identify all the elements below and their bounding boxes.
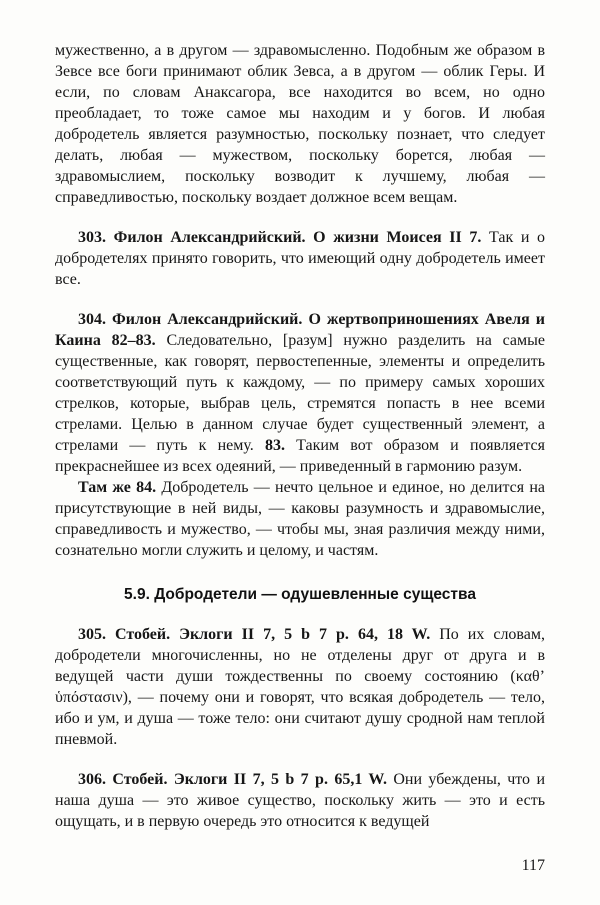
fragment-304b (55, 477, 545, 561)
fragment-306-text: Они убеждены, что и наша душа — это живое существо, поскольку жить — это и есть ощущать, и в первую очередь это относится к ведущей (55, 771, 546, 830)
section-heading: 5.9. Добродетели — одушевленные существа (124, 586, 476, 603)
fragment-304 (55, 309, 545, 477)
fragment-305-source: 305. Стобей. Эклоги II 7, 5 b 7 p. 64, 18 W. (78, 626, 431, 643)
fragment-306 (55, 769, 545, 832)
text-area (55, 40, 545, 832)
fragment-303-source: 303. Филон Александрийский. О жизни Моисея II 7. (78, 229, 482, 246)
fragment-304-text-2: Таким вот образом и появляется прекраснейшее из всех одеяний, — приведенный в гармонию разум. (55, 437, 545, 475)
page-number: 117 (521, 857, 545, 874)
fragment-303 (55, 227, 545, 290)
fragment-304-text-1: Следовательно, [разум] нужно разделить на самые существенные, как говорят, первостепенные, элементы и определить соответствующий путь к каждому, — по примеру самых хороших стрелков, которые, выбрав цель, стремятся попасть в нее всеми стрелами. Целью в данном случае будет существенный элемент, а стрелами — путь к нему. (55, 332, 546, 454)
fragment-304b-source: Там же 84. (78, 479, 157, 496)
fragment-304b-text: Добродетель — нечто цельное и единое, но делится на присутствующие в ней виды, — каковы разумность и здравомыслие, справедливость и мужество, — чтобы мы, зная различия между ними, сознательно могли служить и целому, и частям. (55, 479, 545, 559)
fragment-304-source: 304. Филон Александрийский. О жертвоприношениях Авеля и Каина 82–83. (55, 311, 545, 349)
fragment-305 (55, 624, 545, 750)
fragment-304-subnumber: 83. (264, 437, 285, 454)
fragment-303-text: Так и о добродетелях принято говорить, что имеющий одну добродетель имеет все. (55, 229, 546, 288)
fragment-305-text: По их словам, добродетели многочисленны, но не отделены друг от друга и в ведущей части души тождественны по своему состоянию (καθ’ ὑπόστασιν), — почему они и говорят, что всякая добродетель — тело, ибо и ум, и душа — тоже тело: они считают душу сродной нам теплой пневмой. (55, 626, 545, 748)
fragment-306-source: 306. Стобей. Эклоги II 7, 5 b 7 p. 65,1 W. (78, 771, 387, 788)
paragraph-continuation (55, 40, 545, 208)
continuation-text: мужественно, а в другом — здравомысленно. Подобным же образом в Зевсе все боги принимают облик Зевса, а в другом — облик Геры. И если, по словам Анаксагора, все находится во всем, но одно преобладает, то тоже самое мы находим и у богов. И любая добродетель является разумностью, поскольку познает, что следует делать, любая — мужеством, поскольку борется, любая — здравомыслием, поскольку возводит к лучшему, любая — справедливостью, поскольку воздает должное всем вещам. (55, 42, 545, 206)
